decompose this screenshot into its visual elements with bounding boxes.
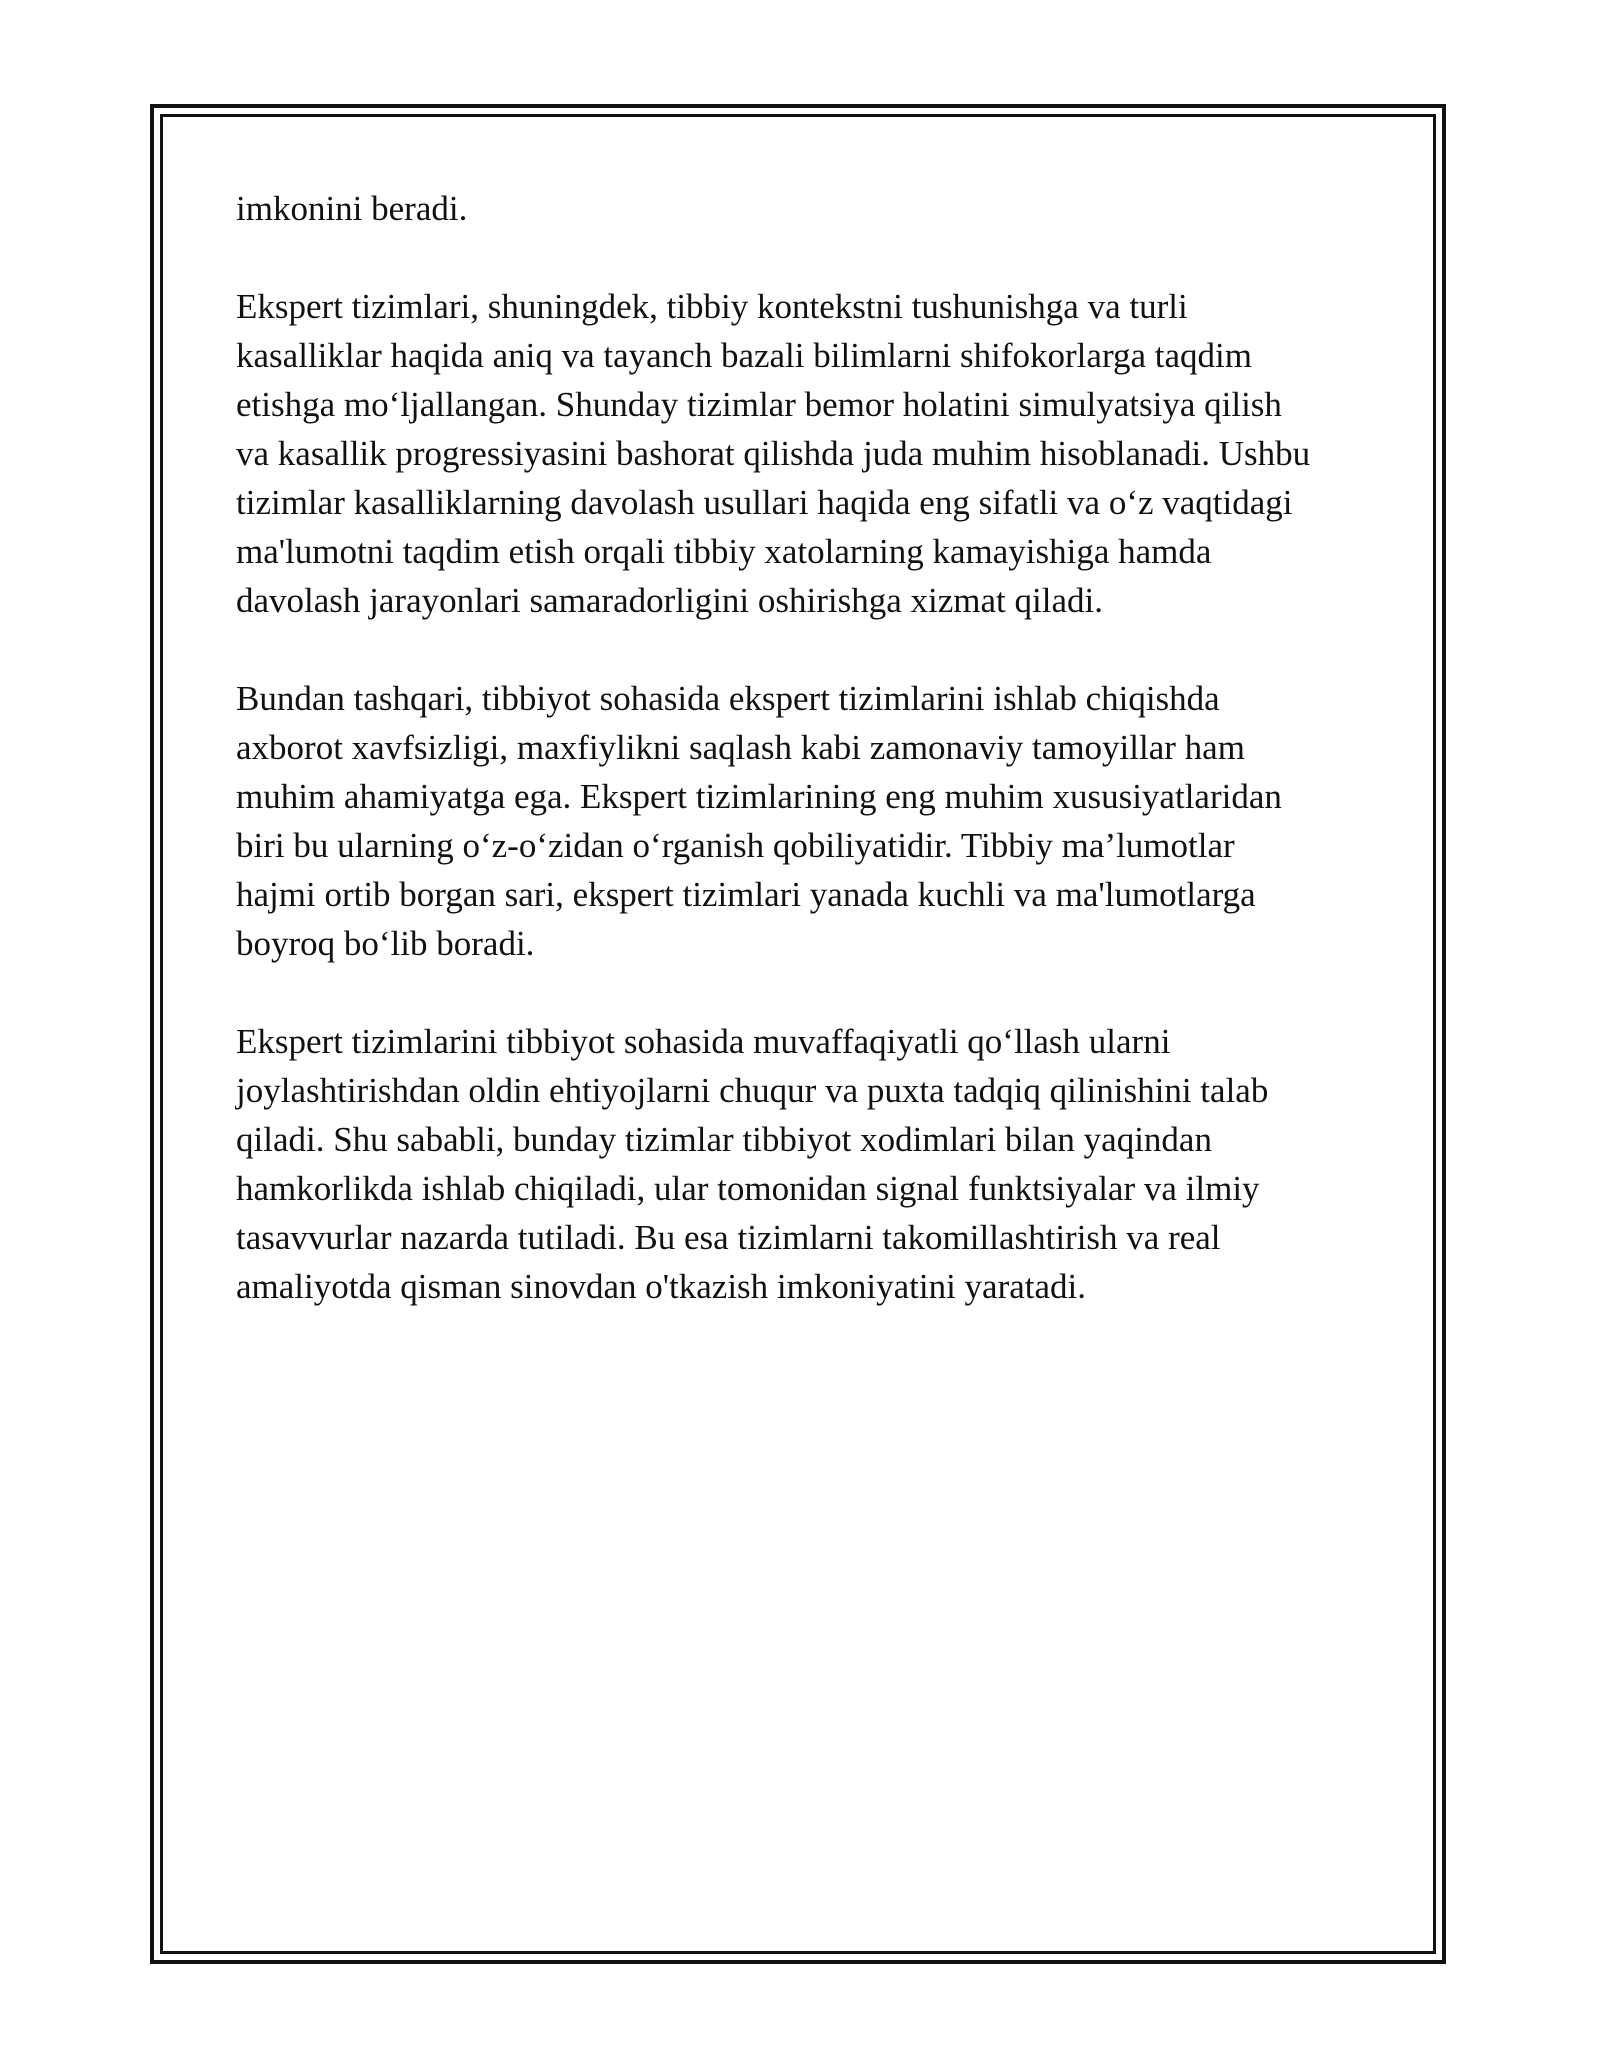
paragraph-4: [236, 1017, 1376, 1311]
text-line: Ekspert tizimlarini tibbiyot sohasida muvaffaqiyatli qo‘llash ularni: [236, 1022, 1171, 1061]
text-line: va kasallik progressiyasini bashorat qilishda juda muhim hisoblanadi. Ushbu: [236, 434, 1311, 473]
text-line: muhim ahamiyatga ega. Ekspert tizimlarining eng muhim xususiyatlaridan: [236, 777, 1282, 816]
text-line: boyroq bo‘lib boradi.: [236, 924, 535, 963]
text-line: tasavvurlar nazarda tutiladi. Bu esa tizimlarni takomillashtirish va real: [236, 1218, 1221, 1257]
text-line: Bundan tashqari, tibbiyot sohasida ekspert tizimlarini ishlab chiqishda: [236, 679, 1220, 718]
text-line: tizimlar kasalliklarning davolash usullari haqida eng sifatli va o‘z vaqtidagi: [236, 483, 1293, 522]
text-line: ma'lumotni taqdim etish orqali tibbiy xatolarning kamayishiga hamda: [236, 532, 1212, 571]
document-body: [236, 184, 1376, 1311]
text-line: axborot xavfsizligi, maxfiylikni saqlash kabi zamonaviy tamoyillar ham: [236, 728, 1245, 767]
text-line: joylashtirishdan oldin ehtiyojlarni chuqur va puxta tadqiq qilinishini talab: [236, 1071, 1269, 1110]
text-line: Ekspert tizimlari, shuningdek, tibbiy kontekstni tushunishga va turli: [236, 287, 1188, 326]
text-line: biri bu ularning o‘z-o‘zidan o‘rganish qobiliyatidir. Tibbiy ma’lumotlar: [236, 826, 1235, 865]
text-line: amaliyotda qisman sinovdan o'tkazish imkoniyatini yaratadi.: [236, 1267, 1087, 1306]
text-line: hamkorlikda ishlab chiqiladi, ular tomonidan signal funktsiyalar va ilmiy: [236, 1169, 1260, 1208]
text-line: imkonini beradi.: [236, 189, 468, 228]
text-line: davolash jarayonlari samaradorligini oshirishga xizmat qiladi.: [236, 581, 1103, 620]
text-line: kasalliklar haqida aniq va tayanch bazali bilimlarni shifokorlarga taqdim: [236, 336, 1252, 375]
text-line: etishga mo‘ljallangan. Shunday tizimlar bemor holatini simulyatsiya qilish: [236, 385, 1282, 424]
text-line: qiladi. Shu sababli, bunday tizimlar tibbiyot xodimlari bilan yaqindan: [236, 1120, 1212, 1159]
paragraph-2: [236, 282, 1376, 625]
text-line: hajmi ortib borgan sari, ekspert tizimlari yanada kuchli va ma'lumotlarga: [236, 875, 1256, 914]
paragraph-1: [236, 184, 1376, 233]
paragraph-3: [236, 674, 1376, 968]
